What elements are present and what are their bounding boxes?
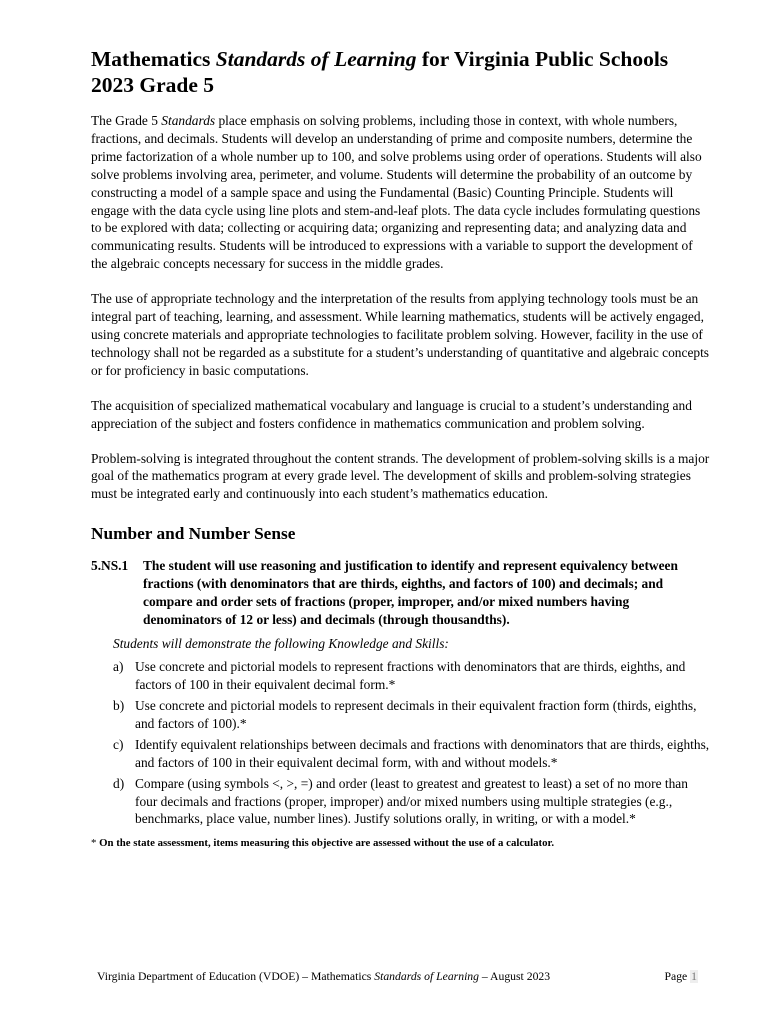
section-heading: Number and Number Sense xyxy=(91,524,296,544)
title-line2: 2023 Grade 5 xyxy=(91,73,215,97)
footer-source: Virginia Department of Education (VDOE) – Mathematics Standards of Learning – August 2023 xyxy=(97,970,551,983)
standard-5ns1 xyxy=(91,557,711,629)
list-item: c) Identify equivalent relationships between decimals and fractions with denominators that are thirds, eighths, and factors of 100 in their equivalent decimal form, with and without models.* xyxy=(113,736,710,770)
assessment-footnote: * On the state assessment, items measuring this objective are assessed without the use of a calculator. xyxy=(91,837,555,850)
knowledge-skills-intro: Students will demonstrate the following Knowledge and Skills: xyxy=(113,636,449,652)
document-page xyxy=(91,46,711,850)
page-footer xyxy=(97,969,698,985)
title-part2: for Virginia Public Schools xyxy=(416,47,669,71)
paragraph-4: Problem-solving is integrated throughout the content strands. The development of problem-solving skills is a major goal of the mathematics program at every grade level. The development of skills and problem-solving strategies must be integrated early and continuously into each student’s mathematics education. xyxy=(91,450,710,502)
list-item: a) Use concrete and pictorial models to represent fractions with denominators that are thirds, eighths, and factors of 100 in their equivalent decimal form.* xyxy=(113,659,686,693)
paragraph-3: The acquisition of specialized mathematical vocabulary and language is crucial to a student’s understanding and appreciation of the subject and fosters confidence in mathematics communication and problem solving. xyxy=(91,397,692,431)
list-item: d) Compare (using symbols <, >, =) and order (least to greatest and greatest to least) a set of no more than four decimals and fractions (proper, improper) and/or mixed numbers using multiple strategies (e.g., benchmarks, place value, number lines). Justify solutions orally, in writing, or with a model.* xyxy=(113,775,688,827)
page-indicator: Page 1 xyxy=(664,970,697,983)
paragraph-1: The Grade 5 Standards place emphasis on solving problems, including those in context, with whole numbers, fractions, and decimals. Students will develop an understanding of prime and composite numbers, determine the prime factorization of a whole number up to 100, and solve problems using order of operations. Students will also solve problems involving area, perimeter, and volume. Students will determine the probability of an outcome by constructing a model of a sample space and using the Fundamental (Basic) Counting Principle. Students will engage with the data cycle using line plots and stem-and-leaf plots. The data cycle includes formulating questions to be explored with data; collecting or acquiring data; organizing and representing data; and analyzing data and communicating results. Students will be introduced to expressions with a variable to support the development of the algebraic concepts necessary for success in the middle grades. xyxy=(91,113,702,272)
page-number: 1 xyxy=(691,970,697,983)
knowledge-skills-list xyxy=(113,658,711,828)
standard-number: 5.NS.1 xyxy=(91,558,129,574)
title-italic: Standards of Learning xyxy=(215,47,417,71)
standard-text: The student will use reasoning and justification to identify and represent equivalency between fractions (with denominators that are thirds, eighths, and factors of 100) and decimals; and compare and order sets of fractions (proper, improper, and/or mixed numbers having denominators of 12 or less) and decimals (through thousandths). xyxy=(143,558,678,628)
list-item: b) Use concrete and pictorial models to represent decimals in their equivalent fraction form (thirds, eighths, and factors of 100).* xyxy=(113,698,697,731)
paragraph-2: The use of appropriate technology and the interpretation of the results from applying technology tools must be an integral part of teaching, learning, and assessment. While learning mathematics, students will be actively engaged, using concrete materials and appropriate technologies to facilitate problem solving. However, facility in the use of technology shall not be regarded as a substitute for a student’s understanding of quantitative and algebraic concepts or for proficiency in basic computations. xyxy=(91,291,710,378)
document-title xyxy=(91,46,711,98)
title-part1: Mathematics xyxy=(91,47,216,71)
